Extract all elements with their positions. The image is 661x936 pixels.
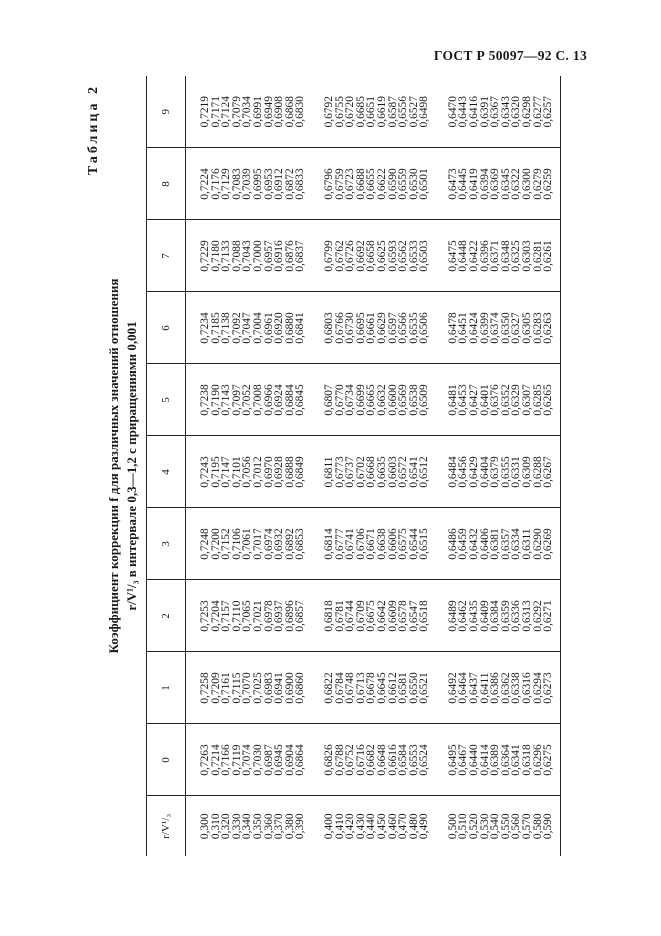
value-cell-col-7: 0,6475 0,6448 0,6422 0,6396 0,6371 0,6348 0,6325 0,6303 0,6281 0,6261	[436, 220, 560, 292]
header-col-5: 5	[147, 364, 186, 436]
value-cell-col-3: 0,6486 0,6459 0,6432 0,6406 0,6381 0,6357 0,6334 0,6311 0,6290 0,6269	[436, 508, 560, 580]
header-col-8: 8	[147, 148, 186, 220]
table-row-group	[186, 76, 312, 856]
table-body	[186, 76, 561, 856]
value-cell-col-0: 0,7263 0,7214 0,7166 0,7119 0,7074 0,7030 0,6987 0,6945 0,6904 0,6864	[186, 724, 312, 796]
value-cell-col-8: 0,7224 0,7176 0,7129 0,7083 0,7039 0,6995 0,6953 0,6912 0,6872 0,6833	[186, 148, 312, 220]
ratio-cell: 0,500 0,510 0,520 0,530 0,540 0,550 0,560 0,570 0,580 0,590	[436, 796, 560, 856]
correction-table	[146, 76, 561, 856]
value-cell-col-8: 0,6473 0,6445 0,6419 0,6394 0,6369 0,6345 0,6322 0,6300 0,6279 0,6259	[436, 148, 560, 220]
table-row-group	[312, 76, 436, 856]
header-col-4: 4	[147, 436, 186, 508]
header-r-ratio: r/V¹/₃	[147, 796, 186, 856]
page-header: ГОСТ Р 50097—92 С. 13	[433, 48, 587, 63]
ratio-cell: 0,300 0,310 0,320 0,330 0,340 0,350 0,360 0,370 0,380 0,390	[199, 813, 307, 840]
header-col-0: 0	[147, 724, 186, 796]
value-cell-col-1: 0,6492 0,6464 0,6437 0,6411 0,6386 0,6362 0,6338 0,6316 0,6294 0,6273	[436, 652, 560, 724]
value-cell-col-5: 0,6807 0,6770 0,6734 0,6699 0,6665 0,6632 0,6600 0,6569 0,6538 0,6509	[312, 364, 436, 436]
table-header-row	[147, 76, 186, 856]
value-cell-col-2: 0,6489 0,6462 0,6435 0,6409 0,6384 0,6359 0,6336 0,6313 0,6292 0,6271	[436, 580, 560, 652]
value-cell-col-1: 0,6822 0,6784 0,6748 0,6713 0,6678 0,6645 0,6612 0,6581 0,6550 0,6521	[312, 652, 436, 724]
value-cell-col-3: 0,7248 0,7200 0,7152 0,7106 0,7061 0,7017 0,6974 0,6932 0,6892 0,6853	[186, 508, 312, 580]
value-cell-col-6: 0,6803 0,6766 0,6730 0,6695 0,6661 0,6629 0,6597 0,6566 0,6535 0,6506	[312, 292, 436, 364]
rotated-table-area	[82, 76, 642, 936]
header-col-6: 6	[147, 292, 186, 364]
table-name: Таблица 2	[86, 84, 101, 176]
header-col-1: 1	[147, 652, 186, 724]
value-cell-col-1: 0,7258 0,7209 0,7161 0,7115 0,7070 0,7025 0,6983 0,6941 0,6900 0,6860	[186, 652, 312, 724]
value-cell-col-7: 0,7229 0,7180 0,7133 0,7088 0,7043 0,7000 0,6957 0,6916 0,6876 0,6837	[186, 220, 312, 292]
header-col-7: 7	[147, 220, 186, 292]
value-cell-col-4: 0,6811 0,6773 0,6737 0,6702 0,6668 0,6635 0,6603 0,6572 0,6541 0,6512	[312, 436, 436, 508]
table-block	[82, 76, 642, 856]
value-cell-col-9: 0,6792 0,6755 0,6720 0,6685 0,6651 0,6619 0,6587 0,6556 0,6527 0,6498	[312, 76, 436, 148]
value-cell-col-9: 0,6470 0,6443 0,6416 0,6391 0,6367 0,6343 0,6320 0,6298 0,6277 0,6257	[436, 76, 560, 148]
header-col-3: 3	[147, 508, 186, 580]
value-cell-col-7: 0,6799 0,6762 0,6726 0,6692 0,6658 0,6625 0,6593 0,6562 0,6533 0,6503	[312, 220, 436, 292]
header-col-9: 9	[147, 76, 186, 148]
value-cell-col-2: 0,6818 0,6781 0,6744 0,6709 0,6675 0,6642 0,6609 0,6578 0,6547 0,6518	[312, 580, 436, 652]
table-caption-line2: r/V¹/₃ в интервале 0,3—1,2 с приращениями 0,001	[124, 321, 139, 611]
value-cell-col-6: 0,7234 0,7185 0,7138 0,7092 0,7047 0,7004 0,6961 0,6920 0,6880 0,6841	[186, 292, 312, 364]
table-caption-line1: Коэффициент коррекции f для различных значений отношения	[106, 278, 121, 654]
value-cell-col-4: 0,6484 0,6456 0,6429 0,6404 0,6379 0,6355 0,6331 0,6309 0,6288 0,6267	[436, 436, 560, 508]
value-cell-col-3: 0,6814 0,6777 0,6741 0,6706 0,6671 0,6638 0,6606 0,6575 0,6544 0,6515	[312, 508, 436, 580]
header-col-2: 2	[147, 580, 186, 652]
ratio-cell: 0,400 0,410 0,420 0,430 0,440 0,450 0,460 0,470 0,480 0,490	[322, 813, 431, 840]
value-cell-col-5: 0,6481 0,6453 0,6427 0,6401 0,6376 0,6352 0,6329 0,6307 0,6285 0,6265	[436, 364, 560, 436]
value-cell-col-2: 0,7253 0,7204 0,7157 0,7110 0,7065 0,7021 0,6978 0,6937 0,6896 0,6857	[186, 580, 312, 652]
table-row-group	[436, 76, 560, 856]
value-cell-col-0: 0,6826 0,6788 0,6752 0,6716 0,6682 0,6648 0,6616 0,6584 0,6553 0,6524	[312, 724, 436, 796]
value-cell-col-6: 0,6478 0,6451 0,6424 0,6399 0,6374 0,6350 0,6327 0,6305 0,6283 0,6263	[436, 292, 560, 364]
value-cell-col-9: 0,7219 0,7171 0,7124 0,7079 0,7034 0,6991 0,6949 0,6908 0,6868 0,6830	[186, 76, 312, 148]
value-cell-col-0: 0,6495 0,6467 0,6440 0,6414 0,6389 0,6364 0,6341 0,6318 0,6296 0,6275	[436, 724, 560, 796]
value-cell-col-4: 0,7243 0,7195 0,7147 0,7101 0,7056 0,7012 0,6970 0,6928 0,6888 0,6849	[186, 436, 312, 508]
value-cell-col-5: 0,7238 0,7190 0,7143 0,7097 0,7052 0,7008 0,6966 0,6924 0,6884 0,6845	[186, 364, 312, 436]
value-cell-col-8: 0,6796 0,6759 0,6723 0,6688 0,6655 0,6622 0,6590 0,6559 0,6530 0,6501	[312, 148, 436, 220]
